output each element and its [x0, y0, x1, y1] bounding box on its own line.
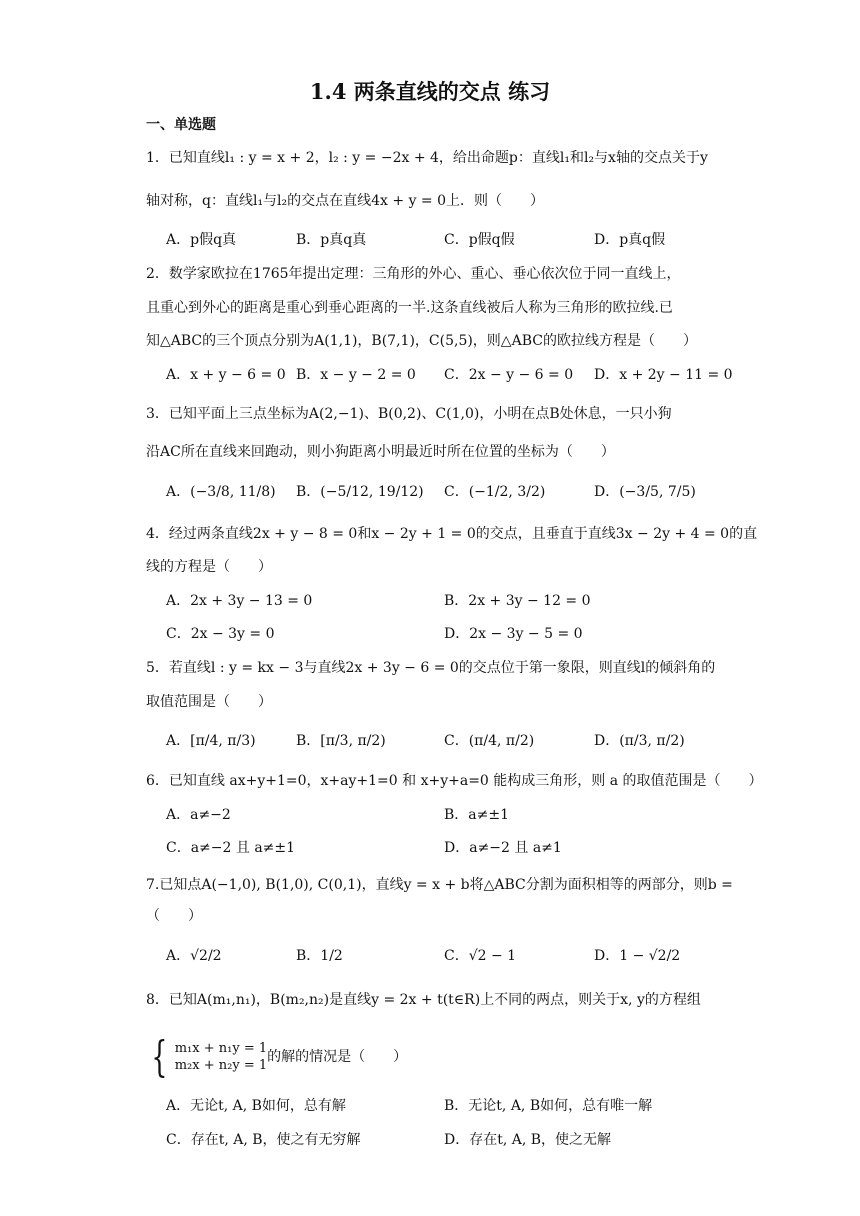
question-2-stem-line-1: 2．数学家欧拉在1765年提出定理：三角形的外心、重心、垂心依次位于同一直线上， — [146, 266, 681, 282]
question-3-stem-line-2: 沿AC所在直线来回跑动，则小狗距离小明最近时所在位置的坐标为（ ） — [146, 444, 615, 460]
question-6-option-a: A．a≠−2 — [166, 807, 231, 823]
question-4-stem-line-2: 线的方程是（ ） — [146, 559, 272, 575]
question-2-option-b: B．x − y − 2 = 0 — [296, 367, 416, 383]
question-3-stem-line-1: 3．已知平面上三点坐标为A(2,−1)、B(0,2)、C(1,0)，小明在点B处休息，一只小狗 — [146, 406, 672, 422]
question-4-option-c: C．2x − 3y = 0 — [166, 626, 275, 642]
question-2-stem-line-2: 且重心到外心的距离是重心到垂心距离的一半.这条直线被后人称为三角形的欧拉线.已 — [146, 300, 673, 316]
question-2-option-c: C．2x − y − 6 = 0 — [444, 367, 574, 383]
question-3-option-d: D．(−3/5, 7/5) — [594, 484, 696, 500]
question-5-option-c: C．(π/4, π/2) — [444, 733, 535, 749]
system-equations — [175, 1040, 267, 1074]
system-equation-1: m₁x + n₁y = 1 — [174, 1041, 268, 1056]
question-7-stem-line-1: 7.已知点A(−1,0), B(1,0), C(0,1)，直线y = x + b将△ABC分割为面积相等的两部分，则b = — [146, 877, 733, 893]
question-1-option-b: B．p真q真 — [296, 232, 367, 248]
question-7-option-b: B．1/2 — [296, 948, 343, 964]
question-7-option-a: A．√2/2 — [166, 948, 222, 964]
question-7-option-d: D．1 − √2/2 — [594, 948, 681, 964]
question-5-stem-line-1: 5．若直线l : y = kx − 3与直线2x + 3y − 6 = 0的交点位于第一象限，则直线l的倾斜角的 — [146, 660, 716, 676]
question-1-stem-line-1: 1．已知直线l₁ : y = x + 2，l₂ : y = −2x + 4，给出命题p：直线l₁和l₂与x轴的交点关于y — [146, 150, 708, 166]
question-8-option-a: A．无论t, A, B如何，总有解 — [166, 1098, 346, 1114]
question-7-stem-line-2: （ ） — [146, 908, 202, 924]
question-4-option-b: B．2x + 3y − 12 = 0 — [444, 593, 591, 609]
question-6-option-d: D．a≠−2 且 a≠1 — [444, 840, 562, 856]
question-3-option-a: A．(−3/8, 11/8) — [166, 484, 276, 500]
question-6-stem-line-1: 6．已知直线 ax+y+1=0，x+ay+1=0 和 x+y+a=0 能构成三角形，则 a 的取值范围是（ ） — [146, 773, 763, 789]
question-1-option-c: C．p假q假 — [444, 232, 515, 248]
question-3-option-c: C．(−1/2, 3/2) — [444, 484, 546, 500]
page-title: 1.4 两条直线的交点 练习 — [309, 79, 551, 104]
question-1-option-d: D．p真q假 — [594, 232, 666, 248]
question-5-option-b: B．[π/3, π/2) — [296, 733, 386, 749]
question-8-option-d: D．存在t, A, B，使之无解 — [444, 1132, 612, 1148]
section-heading: 一、单选题 — [146, 117, 216, 133]
question-5-stem-line-2: 取值范围是（ ） — [146, 694, 272, 710]
question-2-stem-line-3: 知△ABC的三个顶点分别为A(1,1)，B(7,1)，C(5,5)，则△ABC的欧拉线方程是（ ） — [146, 333, 697, 349]
question-8-stem-line-1: 8．已知A(m₁,n₁)，B(m₂,n₂)是直线y = 2x + t(t∈R)上不同的两点，则关于x, y的方程组 — [146, 992, 701, 1008]
left-brace-icon: { — [151, 1032, 168, 1081]
question-8-option-c: C．存在t, A, B，使之有无穷解 — [166, 1132, 361, 1148]
question-4-option-a: A．2x + 3y − 13 = 0 — [166, 593, 313, 609]
question-2-option-a: A．x + y − 6 = 0 — [166, 367, 286, 383]
question-3-option-b: B．(−5/12, 19/12) — [296, 484, 424, 500]
system-equation-2: m₂x + n₂y = 1 — [174, 1058, 268, 1073]
question-4-stem-line-1: 4．经过两条直线2x + y − 8 = 0和x − 2y + 1 = 0的交点，且垂直于直线3x − 2y + 4 = 0的直 — [146, 526, 758, 542]
question-5-option-d: D．(π/3, π/2) — [594, 733, 685, 749]
question-2-option-d: D．x + 2y − 11 = 0 — [594, 367, 733, 383]
question-8-stem-tail: 的解的情况是（ ） — [267, 1049, 408, 1065]
question-4-option-d: D．2x − 3y − 5 = 0 — [444, 626, 583, 642]
question-8-equation-system — [146, 1032, 408, 1081]
question-1-stem-line-2: 轴对称，q：直线l₁与l₂的交点在直线4x + y = 0上．则（ ） — [146, 193, 545, 209]
question-1-option-a: A．p假q真 — [166, 232, 237, 248]
question-6-option-b: B．a≠±1 — [444, 807, 510, 823]
question-8-option-b: B．无论t, A, B如何，总有唯一解 — [444, 1098, 653, 1114]
question-5-option-a: A．[π/4, π/3) — [166, 733, 256, 749]
question-7-option-c: C．√2 − 1 — [444, 948, 517, 964]
question-6-option-c: C．a≠−2 且 a≠±1 — [166, 840, 296, 856]
